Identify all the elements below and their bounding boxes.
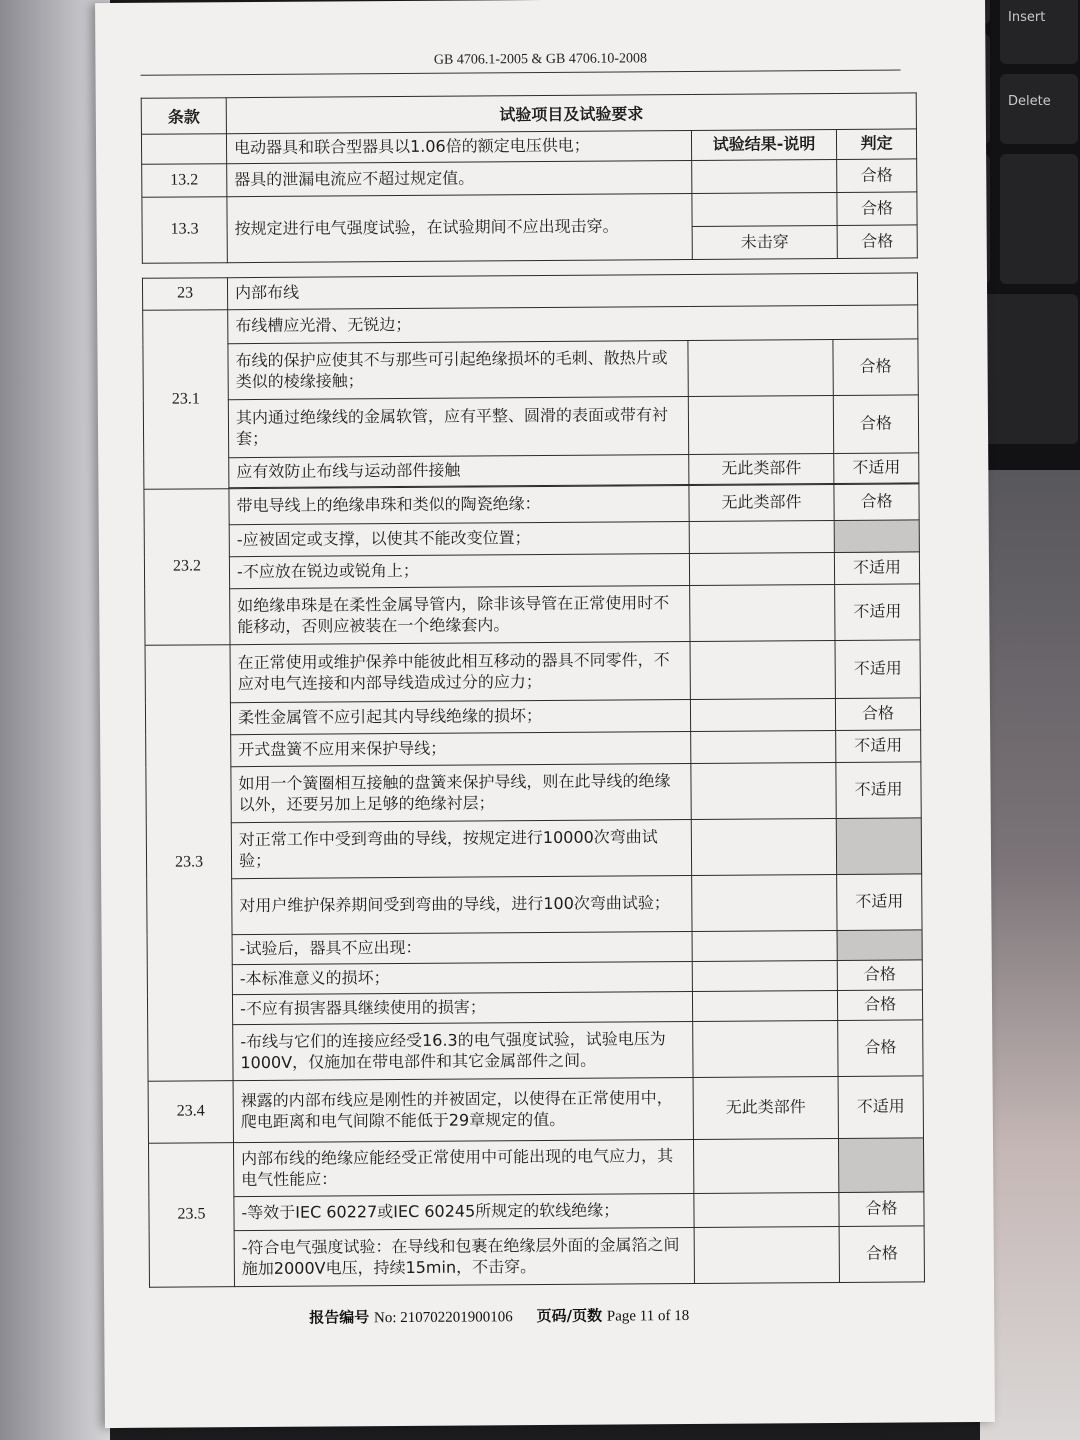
result-text: 无此类部件 xyxy=(693,1076,838,1139)
item-text: 裸露的内部布线应是刚性的并被固定，以使得在正常使用中，爬电距离和电气间隙不能低于29章规定的值。 xyxy=(233,1077,693,1142)
item-text: 布线的保护应使其不与那些可引起绝缘损坏的毛刺、散热片或类似的棱缘接触； xyxy=(228,340,688,399)
verdict-text: 不适用 xyxy=(837,874,922,931)
test-table-23 xyxy=(142,272,925,1287)
col-clause-header: 条款 xyxy=(141,98,226,135)
table-row xyxy=(144,520,919,557)
verdict-text: 不适用 xyxy=(834,552,919,585)
item-text: 电动器具和联合型器具以1.06倍的额定电压供电； xyxy=(226,130,691,163)
clause-number: 23.1 xyxy=(143,310,229,490)
table-row xyxy=(142,159,917,197)
verdict-text: 不适用 xyxy=(836,730,921,763)
item-text: 如用一个簧圈相互接触的盘簧来保护导线，则在此导线的绝缘以外，还要另加上足够的绝缘衬层； xyxy=(231,763,691,822)
background-book-left xyxy=(0,0,110,1440)
verdict-shaded xyxy=(834,520,919,553)
test-table-13 xyxy=(141,92,918,263)
table-row xyxy=(148,1076,923,1143)
verdict-shaded xyxy=(837,930,922,961)
item-text: 布线槽应光滑、无锐边； xyxy=(228,305,918,344)
key-blank xyxy=(1000,154,1078,284)
section-title: 内部布线 xyxy=(227,273,917,310)
item-text: 内部布线的绝缘应能经受正常使用中可能出现的电气应力，其电气性能应： xyxy=(233,1139,693,1196)
item-text: 柔性金属管不应引起其内导线绝缘的损坏； xyxy=(230,699,690,734)
clause-number: 23.3 xyxy=(145,645,233,1082)
table-row xyxy=(143,305,918,344)
item-text: 按规定进行电气强度试验，在试验期间不应出现击穿。 xyxy=(227,193,692,262)
result-text: 无此类部件 xyxy=(689,453,834,484)
verdict-text: 合格 xyxy=(838,1020,923,1077)
page-count: Page 11 of 18 xyxy=(606,1308,690,1325)
item-text: -试验后，器具不应出现： xyxy=(232,931,692,964)
verdict-shaded xyxy=(836,818,921,875)
report-number: No: 210702201900106 xyxy=(373,1309,513,1327)
verdict-text: 合格 xyxy=(837,960,922,991)
header-rule xyxy=(141,70,901,76)
background-desk-right xyxy=(980,470,1080,1440)
verdict-text: 合格 xyxy=(833,395,918,454)
verdict-text: 合格 xyxy=(839,1226,924,1283)
verdict-text: 不适用 xyxy=(838,1076,923,1139)
item-text: 带电导线上的绝缘串珠和类似的陶瓷绝缘： xyxy=(229,485,689,524)
verdict-text: 不适用 xyxy=(836,762,921,819)
item-text: 在正常使用或维护保养中能彼此相互移动的器具不同零件，不应对电气连接和内部导线造成过分的应力； xyxy=(230,641,690,702)
key-insert: Insert xyxy=(1000,0,1078,64)
col-item-header: 试验项目及试验要求 xyxy=(226,93,916,134)
page-count-label: 页码/页数 xyxy=(536,1306,603,1326)
item-text: -应被固定或支撑，以使其不能改变位置； xyxy=(229,521,689,556)
item-text: 如绝缘串珠是在柔性金属导管内，除非该导管在正常使用时不能移动，否则应被装在一个绝缘套内。 xyxy=(230,585,690,644)
item-text: 开式盘簧不应用来保护导线； xyxy=(231,731,691,766)
table-row xyxy=(143,339,918,400)
page-footer xyxy=(309,1304,689,1328)
table-row xyxy=(146,818,921,879)
verdict-shaded xyxy=(838,1138,923,1193)
table-row xyxy=(143,395,918,458)
verdict-text: 合格 xyxy=(833,339,918,396)
verdict-text: 合格 xyxy=(834,484,919,521)
item-text: -等效于IEC 60227或IEC 60245所规定的软线绝缘； xyxy=(234,1193,694,1230)
item-text: 其内通过绝缘线的金属软管，应有平整、圆滑的表面或带有衬套； xyxy=(228,396,688,457)
item-text: 器具的泄漏电流应不超过规定值。 xyxy=(227,160,692,196)
table-row xyxy=(145,698,920,735)
clause-number: 13.3 xyxy=(142,197,227,264)
table-row xyxy=(145,640,920,703)
item-text: 对正常工作中受到弯曲的导线，按规定进行10000次弯曲试验； xyxy=(231,819,691,878)
result-text: 未击穿 xyxy=(692,225,837,259)
table-row xyxy=(149,1192,924,1231)
verdict-text: 不适用 xyxy=(835,640,920,699)
item-text: -布线与它们的连接应经受16.3的电气强度试验，试验电压为1000V，仅施加在带电部件和其它金属部件之间。 xyxy=(233,1021,693,1080)
verdict-text: 合格 xyxy=(835,698,920,731)
col-verdict-header: 判定 xyxy=(836,129,916,160)
clause-number: 23.5 xyxy=(148,1143,234,1288)
section-row xyxy=(142,273,917,310)
verdict-text: 合格 xyxy=(837,192,917,226)
verdict-text: 合格 xyxy=(837,159,917,193)
verdict-text: 合格 xyxy=(837,225,917,259)
item-text: -不应有损害器具继续使用的损害； xyxy=(232,991,692,1024)
clause-number: 23 xyxy=(142,278,227,311)
clause-number: 13.2 xyxy=(142,164,227,198)
col-result-header: 试验结果-说明 xyxy=(691,129,836,160)
clause-number: 23.4 xyxy=(148,1081,233,1144)
verdict-text: 不适用 xyxy=(835,584,920,641)
item-text: -不应放在锐边或锐角上； xyxy=(229,553,689,588)
table-row xyxy=(148,1138,923,1197)
standard-header: GB 4706.1-2005 & GB 4706.10-2008 xyxy=(433,51,648,68)
table-header-row xyxy=(141,93,916,134)
result-text: 无此类部件 xyxy=(689,484,834,521)
item-text: 对用户维护保养期间受到弯曲的导线，进行100次弯曲试验； xyxy=(232,875,692,934)
table-row xyxy=(149,1226,924,1287)
table-row xyxy=(148,1020,923,1081)
result-text xyxy=(692,159,837,193)
document-page xyxy=(95,0,995,1428)
key-delete: Delete xyxy=(1000,74,1078,144)
table-row xyxy=(146,762,921,823)
verdict-text: 不适用 xyxy=(834,453,919,484)
item-text: 应有效防止布线与运动部件接触 xyxy=(229,454,689,487)
clause-number: 23.2 xyxy=(144,489,230,646)
table-row xyxy=(142,192,917,230)
item-text: -本标准意义的损坏； xyxy=(232,961,692,994)
table-row xyxy=(144,552,919,589)
table-row xyxy=(145,584,920,645)
verdict-text: 合格 xyxy=(837,990,922,1021)
table-row xyxy=(146,730,921,767)
verdict-text: 合格 xyxy=(839,1192,924,1227)
table-row xyxy=(144,484,919,525)
report-number-label: 报告编号 xyxy=(309,1308,370,1327)
table-row xyxy=(147,874,922,935)
item-text: -符合电气强度试验：在导线和包裹在绝缘层外面的金属箔之间施加2000V电压，持续15min，不击穿。 xyxy=(234,1227,694,1286)
